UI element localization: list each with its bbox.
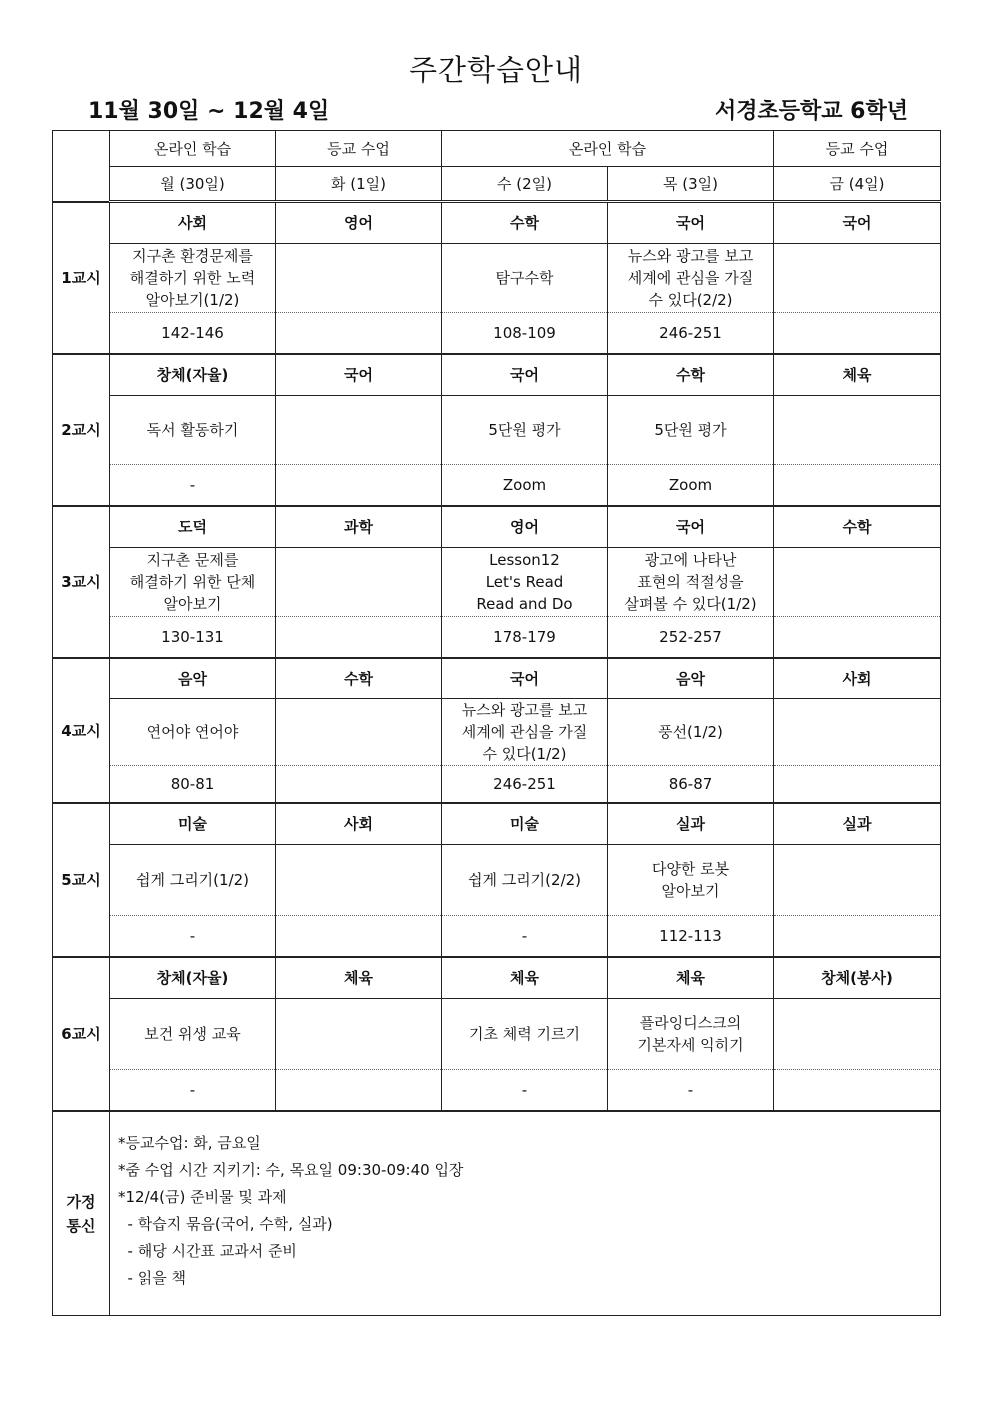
subject-cell: 음악 bbox=[608, 658, 774, 699]
period-label: 1교시 bbox=[53, 202, 110, 355]
subject-cell: 체육 bbox=[442, 957, 608, 999]
page-cell bbox=[774, 1070, 941, 1112]
page-cell: 108-109 bbox=[442, 313, 608, 355]
subject-cell: 실과 bbox=[774, 803, 941, 845]
page-cell: - bbox=[608, 1070, 774, 1112]
content-cell: 쉽게 그리기(1/2) bbox=[110, 845, 276, 916]
subject-cell: 체육 bbox=[774, 354, 941, 396]
subject-cell: 창체(자율) bbox=[110, 957, 276, 999]
page-cell: 252-257 bbox=[608, 617, 774, 659]
subject-cell: 실과 bbox=[608, 803, 774, 845]
subject-cell: 사회 bbox=[276, 803, 442, 845]
subject-cell: 국어 bbox=[608, 202, 774, 244]
notice-line: *등교수업: 화, 금요일 bbox=[118, 1134, 261, 1152]
content-cell: 플라잉디스크의 기본자세 익히기 bbox=[608, 999, 774, 1070]
content-cell: 지구촌 문제를 해결하기 위한 단체 알아보기 bbox=[110, 548, 276, 617]
day-header: 수 (2일) bbox=[442, 167, 608, 202]
content-cell: 5단원 평가 bbox=[608, 396, 774, 465]
content-cell bbox=[774, 699, 941, 766]
school-name: 서경초등학교 6학년 bbox=[715, 99, 908, 124]
period-label: 2교시 bbox=[53, 354, 110, 506]
subject-cell: 수학 bbox=[276, 658, 442, 699]
content-cell: 뉴스와 광고를 보고 세계에 관심을 가질 수 있다(1/2) bbox=[442, 699, 608, 766]
subject-cell: 국어 bbox=[442, 658, 608, 699]
period-label: 4교시 bbox=[53, 658, 110, 803]
notice-line: - 학습지 묶음(국어, 수학, 실과) bbox=[118, 1215, 333, 1233]
subject-cell: 체육 bbox=[276, 957, 442, 999]
page-cell bbox=[774, 465, 941, 507]
page-cell: 142-146 bbox=[110, 313, 276, 355]
content-cell bbox=[774, 548, 941, 617]
subject-cell: 영어 bbox=[442, 506, 608, 548]
page-cell bbox=[276, 766, 442, 804]
date-range: 11월 30일 ~ 12월 4일 bbox=[88, 99, 330, 124]
notice-content bbox=[110, 1111, 941, 1316]
page-cell: 112-113 bbox=[608, 916, 774, 958]
page-cell: 86-87 bbox=[608, 766, 774, 804]
content-cell: 탐구수학 bbox=[442, 244, 608, 313]
content-cell bbox=[276, 244, 442, 313]
page-cell bbox=[276, 465, 442, 507]
page-cell: 80-81 bbox=[110, 766, 276, 804]
mode-wed-thu: 온라인 학습 bbox=[442, 131, 774, 167]
content-cell bbox=[774, 845, 941, 916]
subject-cell: 국어 bbox=[442, 354, 608, 396]
content-cell bbox=[276, 999, 442, 1070]
subject-cell: 과학 bbox=[276, 506, 442, 548]
page-cell bbox=[276, 916, 442, 958]
subject-cell: 사회 bbox=[774, 658, 941, 699]
content-cell: 풍선(1/2) bbox=[608, 699, 774, 766]
content-cell: 광고에 나타난 표현의 적절성을 살펴볼 수 있다(1/2) bbox=[608, 548, 774, 617]
content-cell bbox=[276, 548, 442, 617]
content-cell: 독서 활동하기 bbox=[110, 396, 276, 465]
subject-cell: 창체(봉사) bbox=[774, 957, 941, 999]
content-cell bbox=[774, 999, 941, 1070]
content-cell bbox=[276, 845, 442, 916]
content-cell: 보건 위생 교육 bbox=[110, 999, 276, 1070]
notice-line: - 읽을 책 bbox=[118, 1269, 186, 1287]
page-cell: - bbox=[442, 916, 608, 958]
subject-cell: 영어 bbox=[276, 202, 442, 244]
subject-cell: 미술 bbox=[442, 803, 608, 845]
subject-cell: 국어 bbox=[276, 354, 442, 396]
page-cell bbox=[276, 1070, 442, 1112]
page-cell: - bbox=[110, 916, 276, 958]
subheader bbox=[88, 94, 908, 124]
page-cell: 246-251 bbox=[608, 313, 774, 355]
mode-fri: 등교 수업 bbox=[774, 131, 941, 167]
content-cell: 다양한 로봇 알아보기 bbox=[608, 845, 774, 916]
subject-cell: 국어 bbox=[608, 506, 774, 548]
notice-label: 가정 통신 bbox=[53, 1111, 110, 1316]
period-label: 6교시 bbox=[53, 957, 110, 1111]
page-cell: - bbox=[110, 1070, 276, 1112]
notice-line: *줌 수업 시간 지키기: 수, 목요일 09:30-09:40 입장 bbox=[118, 1161, 464, 1179]
content-cell: 5단원 평가 bbox=[442, 396, 608, 465]
subject-cell: 사회 bbox=[110, 202, 276, 244]
page-cell: Zoom bbox=[608, 465, 774, 507]
subject-cell: 수학 bbox=[608, 354, 774, 396]
page-cell bbox=[276, 313, 442, 355]
subject-cell: 음악 bbox=[110, 658, 276, 699]
period-label: 5교시 bbox=[53, 803, 110, 957]
page-cell: 246-251 bbox=[442, 766, 608, 804]
page-cell bbox=[774, 313, 941, 355]
day-header: 금 (4일) bbox=[774, 167, 941, 202]
page-cell bbox=[774, 766, 941, 804]
content-cell: 지구촌 환경문제를 해결하기 위한 노력 알아보기(1/2) bbox=[110, 244, 276, 313]
subject-cell: 체육 bbox=[608, 957, 774, 999]
page-cell: 130-131 bbox=[110, 617, 276, 659]
page-cell: - bbox=[442, 1070, 608, 1112]
page-cell: Zoom bbox=[442, 465, 608, 507]
subject-cell: 창체(자율) bbox=[110, 354, 276, 396]
period-label: 3교시 bbox=[53, 506, 110, 658]
day-header: 월 (30일) bbox=[110, 167, 276, 202]
content-cell: Lesson12 Let's Read Read and Do bbox=[442, 548, 608, 617]
subject-cell: 수학 bbox=[442, 202, 608, 244]
content-cell: 연어야 연어야 bbox=[110, 699, 276, 766]
content-cell: 기초 체력 기르기 bbox=[442, 999, 608, 1070]
subject-cell: 국어 bbox=[774, 202, 941, 244]
day-header: 목 (3일) bbox=[608, 167, 774, 202]
content-cell: 뉴스와 광고를 보고 세계에 관심을 가질 수 있다(2/2) bbox=[608, 244, 774, 313]
page-cell bbox=[774, 617, 941, 659]
page-cell: 178-179 bbox=[442, 617, 608, 659]
content-cell: 쉽게 그리기(2/2) bbox=[442, 845, 608, 916]
subject-cell: 미술 bbox=[110, 803, 276, 845]
corner-cell bbox=[53, 131, 110, 202]
mode-mon: 온라인 학습 bbox=[110, 131, 276, 167]
page-cell bbox=[276, 617, 442, 659]
page-title: 주간학습안내 bbox=[408, 53, 584, 87]
content-cell bbox=[276, 699, 442, 766]
subject-cell: 도덕 bbox=[110, 506, 276, 548]
content-cell bbox=[774, 396, 941, 465]
day-header: 화 (1일) bbox=[276, 167, 442, 202]
subject-cell: 수학 bbox=[774, 506, 941, 548]
page-cell bbox=[774, 916, 941, 958]
notice-line: - 해당 시간표 교과서 준비 bbox=[118, 1242, 297, 1260]
notice-line: *12/4(금) 준비물 및 과제 bbox=[118, 1188, 287, 1206]
mode-tue: 등교 수업 bbox=[276, 131, 442, 167]
page-cell: - bbox=[110, 465, 276, 507]
content-cell bbox=[276, 396, 442, 465]
content-cell bbox=[774, 244, 941, 313]
schedule-table bbox=[52, 130, 941, 1316]
